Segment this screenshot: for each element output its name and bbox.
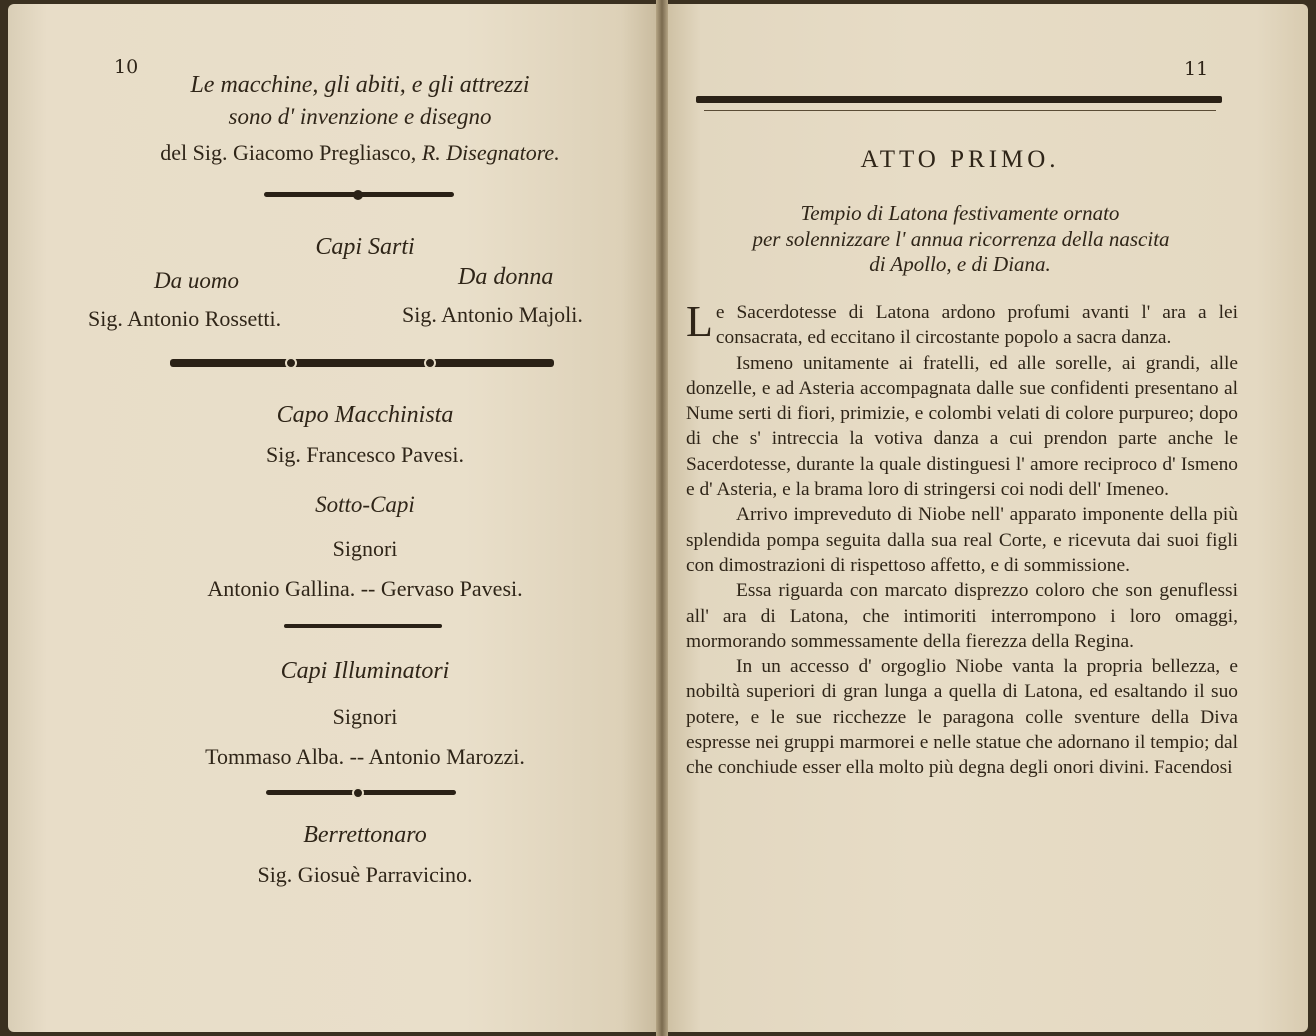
drop-cap: L [686,297,713,346]
berrettonaro-name: Sig. Giosuè Parravicino. [257,862,473,887]
scene-description [686,297,1238,781]
scene-line-1: Tempio di Latona festivamente ornato [800,201,1120,225]
berrettonaro-heading: Berrettonaro [303,822,427,848]
scene-line-3: di Apollo, e di Diana. [869,252,1051,276]
designer-line [90,140,630,166]
paragraph-3: Arrivo impreveduto di Niobe nell' apparato imponente della più splendida pompa seguita dalla sua real Corte, e ricevuta dai suoi figli con dimostrazioni di rispettoso affetto, e di sommissione. [686,504,1238,576]
book-gutter [656,0,668,1036]
act-title: ATTO PRIMO. [860,146,1060,173]
page-number-left: 10 [114,56,139,78]
designer-name: del Sig. Giacomo Pregliasco, [160,140,422,165]
tailor-men-name: Sig. Antonio Rossetti. [88,306,282,331]
credits-header-line-1: Le macchine, gli abiti, e gli attrezzi [190,72,530,98]
scene-line-2: per solennizzare l' annua ricorrenza della nascita [752,227,1170,251]
credits-header-line-2: sono d' invenzione e disegno [228,104,492,129]
capi-illuminatori-heading: Capi Illuminatori [280,658,450,684]
paragraph-5: In un accesso d' orgoglio Niobe vanta la propria bellezza, e nobiltà superiori di gran lunga a quella di Latona, ed esaltando il suo potere, e le sue ricchezze le paragona colle sventure della Diva espresse nei gruppi marmorei e nelle statue che adornano il tempio; dal che conchiude esser ella molto più degna degli onori divini. Facendosi [686,656,1238,779]
capi-illuminatori-signori: Signori [332,704,398,729]
sotto-capi-names: Antonio Gallina. -- Gervaso Pavesi. [207,576,523,601]
capi-sarti-heading: Capi Sarti [315,234,415,260]
paragraph-4: Essa riguarda con marcato disprezzo coloro che son genuflessi all' ara di Latona, che intimoriti interrompono i loro omaggi, mormorando sommessamente della fierezza della Regina. [686,580,1238,652]
designer-title: R. Disegnatore. [421,140,560,165]
capi-illuminatori-names: Tommaso Alba. -- Antonio Marozzi. [205,744,525,769]
tailor-women-name: Sig. Antonio Majoli. [402,302,583,327]
sotto-capi-signori: Signori [332,536,398,561]
capo-macchinista-heading: Capo Macchinista [276,402,454,428]
page-number-right: 11 [1184,58,1209,80]
da-donna-label: Da donna [458,264,554,290]
da-uomo-label: Da uomo [154,268,239,293]
capo-macchinista-name: Sig. Francesco Pavesi. [266,442,464,467]
paragraph-1: Le Sacerdotesse di Latona ardono profumi avanti l' ara a lei consacrata, ed eccitano il circostante popolo a sacra danza. [686,297,1238,349]
paragraph-2: Ismeno unitamente ai fratelli, ed alle sorelle, ai grandi, alle donzelle, e ad Asteria accompagnata dalle sue confidenti presentano al Nume serti di fiori, primizie, e colombi velati di colore purpureo; dopo di che s' intreccia la votiva danza a cui prendon parte anche le Sacerdotesse, durante la quale distinguesi l' amore reciproco d' Ismeno e d' Asteria, e la brama loro di stringersi coi nodi dell' Imeneo. [686,352,1238,501]
sotto-capi-heading: Sotto-Capi [315,492,415,517]
